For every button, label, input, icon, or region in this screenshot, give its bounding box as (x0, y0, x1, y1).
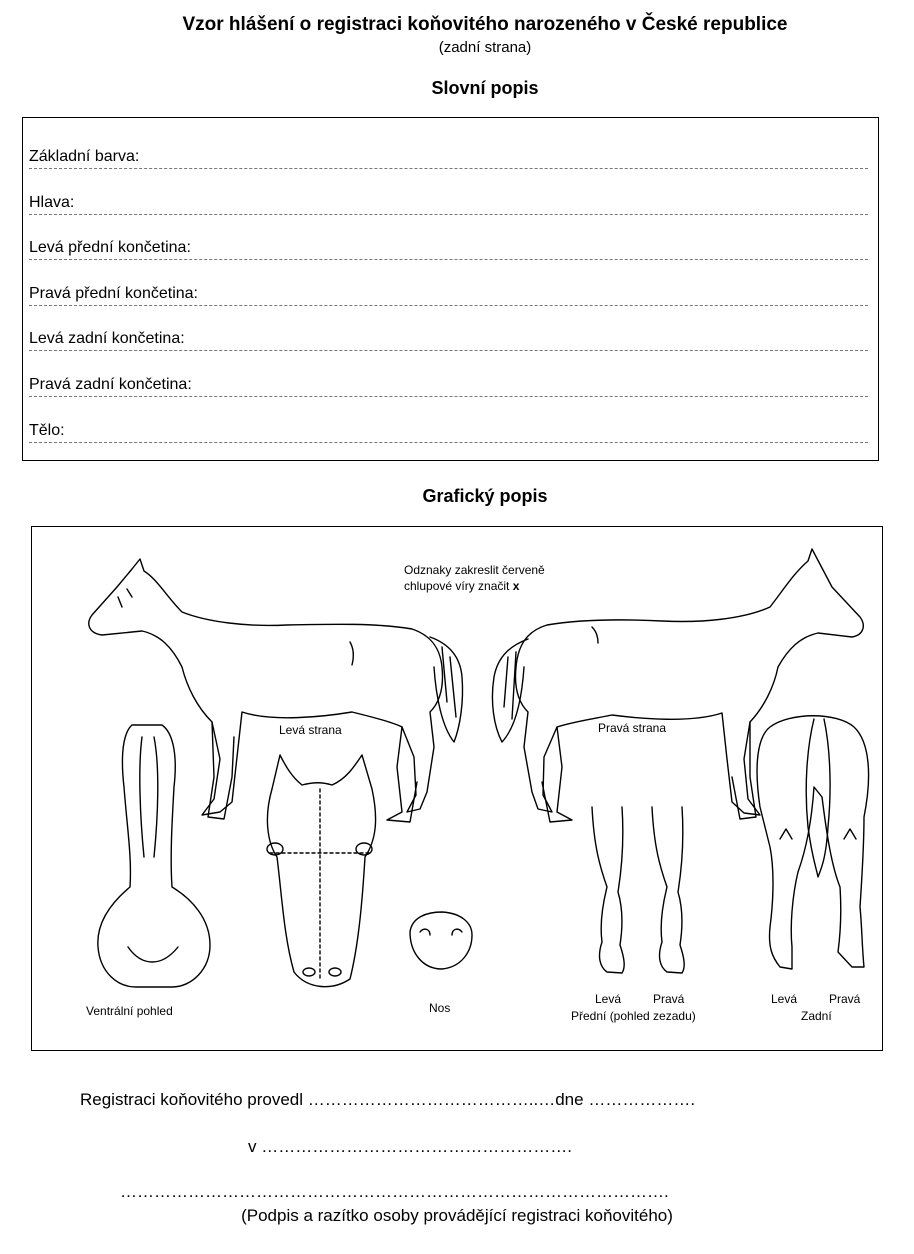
document-subtitle: (zadní strana) (438, 39, 532, 56)
date-field[interactable]: ………………. (588, 1090, 696, 1109)
label-front-right: Pravá (653, 992, 685, 1006)
label-front-left: Levá (595, 992, 622, 1006)
registered-by-field[interactable]: …………………………………..… (307, 1090, 556, 1109)
place-field[interactable]: ………………………………………………. (261, 1137, 572, 1156)
field-left-hind-leg[interactable] (29, 328, 868, 351)
label-front: Přední (pohled zezadu) (571, 1009, 696, 1023)
date-label: dne (555, 1090, 584, 1109)
field-left-front-leg[interactable] (29, 237, 868, 260)
field-label: Tělo: (29, 422, 65, 439)
hind-view-drawing (757, 716, 869, 969)
registration-line (80, 1090, 695, 1110)
label-ventral: Ventrální pohled (86, 1004, 173, 1018)
graphic-heading: Grafický popis (422, 486, 548, 506)
verbal-description-box (22, 117, 879, 461)
label-hind-right: Pravá (829, 992, 861, 1006)
field-label: Pravá přední končetina: (29, 285, 198, 302)
field-label: Základní barva: (29, 148, 140, 165)
front-legs-drawing (592, 807, 684, 973)
field-label: Levá zadní končetina: (29, 330, 185, 347)
field-right-hind-leg[interactable] (29, 374, 868, 397)
horse-left-side-drawing (89, 559, 463, 822)
document-title: Vzor hlášení o registraci koňovitého narozeného v České republice (182, 14, 788, 35)
field-right-front-leg[interactable] (29, 283, 868, 306)
field-label: Pravá zadní končetina: (29, 376, 192, 393)
verbal-heading: Slovní popis (431, 78, 539, 98)
whorl-mark-symbol: x (512, 579, 520, 593)
registered-by-label: Registraci koňovitého provedl (80, 1090, 304, 1109)
field-base-color[interactable] (29, 146, 868, 169)
instruction-text: chlupové víry značit (404, 579, 510, 593)
field-label: Levá přední končetina: (29, 239, 191, 256)
label-hind: Zadní (801, 1009, 832, 1023)
label-nose: Nos (429, 1001, 451, 1015)
field-label: Hlava: (29, 194, 75, 211)
horse-right-side-drawing (492, 549, 863, 822)
place-line (248, 1137, 572, 1157)
label-left-side: Levá strana (279, 723, 342, 737)
field-body[interactable] (29, 420, 868, 443)
signature-note: (Podpis a razítko osoby provádějící registraci koňovitého) (241, 1206, 673, 1225)
head-front-drawing (267, 755, 376, 987)
horse-diagram-box (31, 526, 883, 1051)
instruction-line-2 (404, 579, 519, 593)
nose-drawing (410, 912, 472, 969)
label-right-side: Pravá strana (598, 721, 667, 735)
field-head[interactable] (29, 192, 868, 215)
place-label: v (248, 1137, 257, 1156)
signature-field[interactable]: ……………………………………………………………………………………. (120, 1182, 669, 1201)
instruction-line-1: Odznaky zakreslit červeně (404, 563, 545, 577)
label-hind-left: Levá (771, 992, 798, 1006)
ventral-view-drawing (98, 725, 210, 987)
